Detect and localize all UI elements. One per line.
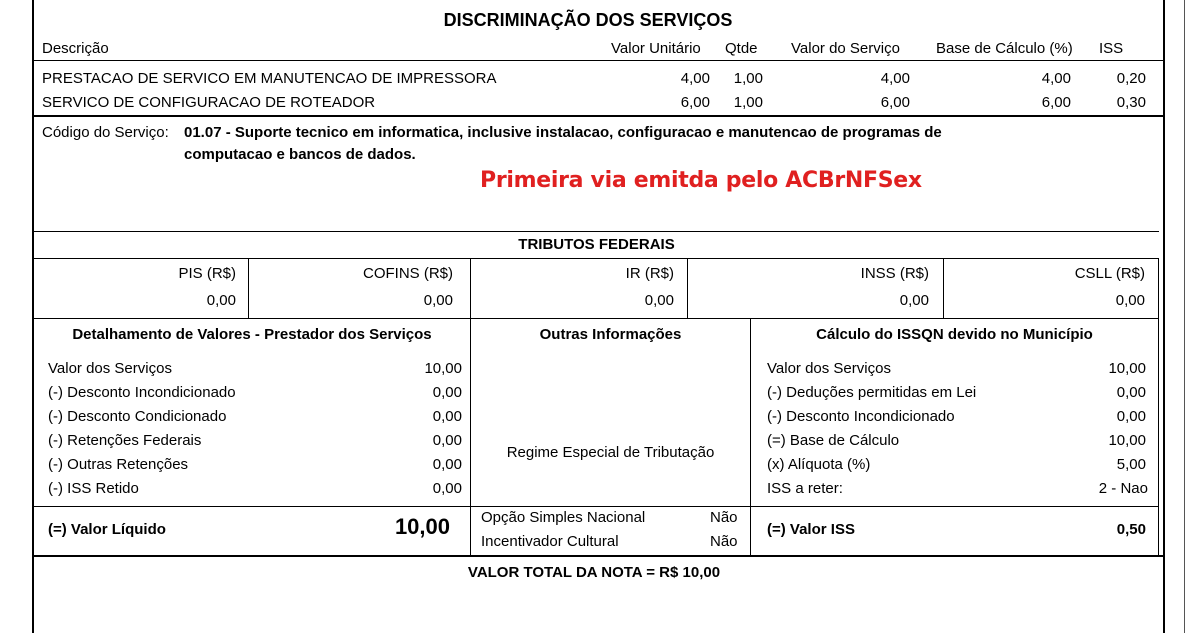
inss-value: 0,00 — [899, 292, 929, 309]
issqn-row-5-value: 5,00 — [1116, 456, 1146, 473]
issqn-row-1-label: Valor dos Serviços — [767, 360, 891, 377]
service-item-2-valor-servico: 6,00 — [880, 94, 910, 111]
service-item-1-base-calculo: 4,00 — [1041, 70, 1071, 87]
col-header-valor-unitario: Valor Unitário — [611, 40, 701, 57]
outras-options-divider — [471, 506, 750, 507]
bottom-col-divider-1 — [470, 318, 471, 556]
simples-nacional-label: Opção Simples Nacional — [481, 509, 646, 526]
tributos-divider-1 — [248, 258, 249, 318]
tributos-top-divider — [34, 231, 1159, 232]
tributos-title: TRIBUTOS FEDERAIS — [518, 236, 675, 253]
simples-nacional-value: Não — [710, 509, 738, 526]
frame-right-border — [1163, 0, 1165, 633]
detalhamento-row-2-label: (-) Desconto Incondicionado — [48, 384, 236, 401]
valor-iss-value: 0,50 — [1116, 521, 1146, 538]
detalhamento-row-1-label: Valor dos Serviços — [48, 360, 172, 377]
detalhamento-row-1-value: 10,00 — [424, 360, 462, 377]
detalhamento-row-6-value: 0,00 — [432, 480, 462, 497]
issqn-row-3-value: 0,00 — [1116, 408, 1146, 425]
issqn-row-2-label: (-) Deduções permitidas em Lei — [767, 384, 977, 401]
service-item-2-valor-unitario: 6,00 — [680, 94, 710, 111]
col-header-iss: ISS — [1099, 40, 1124, 57]
regime-especial-label: Regime Especial de Tributação — [506, 444, 715, 461]
issqn-row-6-value: 2 - Nao — [1098, 480, 1148, 497]
valor-liquido-value: 10,00 — [394, 514, 450, 539]
detalhamento-row-6-label: (-) ISS Retido — [48, 480, 139, 497]
service-item-1-iss: 0,20 — [1116, 70, 1146, 87]
tributos-divider-4 — [943, 258, 944, 318]
issqn-title: Cálculo do ISSQN devido no Município — [816, 326, 1093, 343]
pis-label: PIS (R$) — [178, 265, 236, 282]
bottom-right-border — [1158, 318, 1159, 556]
csll-value: 0,00 — [1115, 292, 1145, 309]
tributos-bottom-divider — [34, 318, 1159, 319]
issqn-row-3-label: (-) Desconto Incondicionado — [767, 408, 955, 425]
ir-value: 0,00 — [644, 292, 674, 309]
tributos-right-border — [1158, 258, 1159, 318]
issqn-row-4-label: (=) Base de Cálculo — [767, 432, 900, 449]
valor-iss-label: (=) Valor ISS — [767, 521, 855, 538]
inss-label: INSS (R$) — [860, 265, 929, 282]
bottom-col-divider-2 — [750, 318, 751, 556]
detalhamento-row-4-label: (-) Retenções Federais — [48, 432, 202, 449]
service-item-1-qtde: 1,00 — [733, 70, 763, 87]
detalhamento-row-3-label: (-) Desconto Condicionado — [48, 408, 227, 425]
issqn-row-6-label: ISS a reter: — [767, 480, 843, 497]
col-header-qtde: Qtde — [725, 40, 758, 57]
detalhamento-row-3-value: 0,00 — [432, 408, 462, 425]
cofins-label: COFINS (R$) — [363, 265, 453, 282]
detalhamento-title: Detalhamento de Valores - Prestador dos Serviços — [72, 326, 432, 343]
incentivador-cultural-label: Incentivador Cultural — [481, 533, 619, 550]
valor-total-nota: VALOR TOTAL DA NOTA = R$ 10,00 — [467, 564, 721, 581]
codigo-servico-label: Código do Serviço: — [42, 124, 169, 141]
issqn-row-1-value: 10,00 — [1108, 360, 1146, 377]
issqn-row-5-label: (x) Alíquota (%) — [767, 456, 871, 473]
cofins-value: 0,00 — [423, 292, 453, 309]
total-top-divider — [34, 555, 1163, 557]
service-item-1-descricao: PRESTACAO DE SERVICO EM MANUTENCAO DE IMPRESSORA — [42, 70, 497, 87]
detalhamento-row-2-value: 0,00 — [432, 384, 462, 401]
services-bottom-divider — [34, 115, 1163, 117]
csll-label: CSLL (R$) — [1074, 265, 1145, 282]
frame-left-border — [32, 0, 34, 633]
service-item-1-valor-servico: 4,00 — [880, 70, 910, 87]
outras-title: Outras Informações — [539, 326, 682, 343]
detalhamento-row-4-value: 0,00 — [432, 432, 462, 449]
pis-value: 0,00 — [206, 292, 236, 309]
detalhamento-row-5-value: 0,00 — [432, 456, 462, 473]
tributos-divider-2 — [470, 258, 471, 318]
valor-liquido-label: (=) Valor Líquido — [48, 521, 166, 538]
watermark-text: Primeira via emitda pelo ACBrNFSex — [480, 168, 922, 193]
col-header-descricao: Descrição — [42, 40, 109, 57]
col-header-base-calculo: Base de Cálculo (%) — [936, 40, 1073, 57]
ir-label: IR (R$) — [625, 265, 674, 282]
detalhamento-row-5-label: (-) Outras Retenções — [48, 456, 189, 473]
issqn-valor-divider — [751, 506, 1158, 507]
services-title: DISCRIMINAÇÃO DOS SERVIÇOS — [443, 10, 733, 30]
codigo-servico-line-2: computacao e bancos de dados. — [184, 146, 416, 163]
detalhamento-liquido-divider — [34, 506, 470, 507]
tributos-header-divider — [34, 258, 1159, 259]
service-item-2-base-calculo: 6,00 — [1041, 94, 1071, 111]
services-header-divider — [34, 60, 1163, 61]
service-item-1-valor-unitario: 4,00 — [680, 70, 710, 87]
col-header-valor-servico: Valor do Serviço — [791, 40, 900, 57]
service-item-2-descricao: SERVICO DE CONFIGURACAO DE ROTEADOR — [42, 94, 376, 111]
tributos-divider-3 — [687, 258, 688, 318]
issqn-row-4-value: 10,00 — [1108, 432, 1146, 449]
incentivador-cultural-value: Não — [710, 533, 738, 550]
service-item-2-iss: 0,30 — [1116, 94, 1146, 111]
issqn-row-2-value: 0,00 — [1116, 384, 1146, 401]
service-item-2-qtde: 1,00 — [733, 94, 763, 111]
codigo-servico-line-1: 01.07 - Suporte tecnico em informatica, inclusive instalacao, configuracao e manutencao de programas de — [184, 124, 942, 141]
page-edge-line — [1184, 0, 1185, 633]
